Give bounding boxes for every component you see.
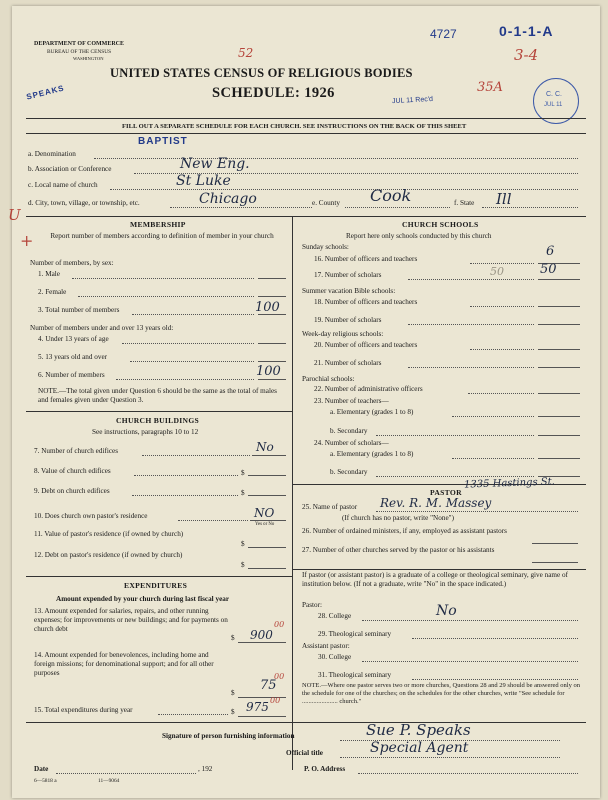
print-code: 11—9064	[98, 778, 120, 784]
q16-label: 16. Number of officers and teachers	[314, 255, 418, 263]
q13-dollar: $	[231, 634, 235, 642]
q14-dollar: $	[231, 689, 235, 697]
schools-title: CHURCH SCHOOLS	[402, 220, 479, 229]
official-title-label: Official title	[286, 749, 323, 757]
q6-value: 100	[256, 364, 281, 379]
membership-note: NOTE.—The total given under Question 6 should be the same as the total of males and females given under Question 3.	[38, 387, 277, 404]
weekday-label: Week-day religious schools:	[302, 330, 384, 338]
dept-name: DEPARTMENT OF COMMERCE	[34, 41, 125, 47]
q26-answer-line	[532, 543, 578, 544]
q10-leader	[178, 520, 248, 521]
rule-graduate	[292, 569, 586, 570]
q15-answer-line	[238, 716, 286, 717]
form-title: UNITED STATES CENSUS OF RELIGIOUS BODIES	[110, 66, 413, 80]
q1-label: 1. Male	[38, 270, 60, 278]
q19-label: 19. Number of scholars	[314, 316, 382, 324]
members-by-sex-label: Number of members, by sex:	[30, 259, 114, 267]
q16-value: 6	[546, 244, 555, 259]
pastor-note: NOTE.—Where one pastor serves two or more churches, Questions 28 and 29 should be answered only on the schedule for one of the churches; on the schedules for the other churches, write "See schedule for ...................... church."	[302, 682, 580, 705]
q21-leader	[408, 367, 534, 368]
pastor-address-note: 1335 Hastings St.	[463, 476, 556, 491]
q6-answer-line	[258, 379, 286, 380]
date-label: Date	[34, 765, 49, 773]
association-value: New Eng.	[180, 156, 250, 172]
official-title-value: Special Agent	[370, 740, 469, 756]
summer-label: Summer vacation Bible schools:	[302, 287, 396, 295]
q17-erased: 50	[490, 265, 504, 278]
census-schedule-sheet	[8, 6, 600, 798]
q25-line	[376, 511, 578, 512]
q5-answer-line	[258, 361, 286, 362]
q5-label: 5. 13 years old and over	[38, 353, 108, 361]
q13-answer-line	[238, 642, 286, 643]
received-date-stamp: JUL 11 Rec'd	[391, 95, 434, 106]
local-name-value: St Luke	[176, 173, 231, 189]
q27-answer-line	[532, 562, 578, 563]
q24a-answer-line	[538, 458, 580, 459]
rule-top2	[26, 133, 586, 134]
q11-answer-line	[248, 547, 286, 548]
q30-line	[362, 661, 578, 662]
bureau-city: WASHINGTON	[73, 56, 104, 61]
q11-dollar: $	[241, 540, 245, 548]
membership-intro: Report number of members according to definition of member in your church	[50, 232, 274, 240]
q14-label: 14. Amount expended for benevolences, including home and foreign missions; for denominational support; and for all other purposes	[34, 651, 214, 677]
q28-label: 28. College	[318, 612, 352, 620]
association-label: b. Association or Conference	[28, 165, 112, 173]
q10-label: 10. Does church own pastor's residence	[34, 512, 148, 520]
q25-label: 25. Name of pastor	[302, 503, 358, 511]
margin-cross: +	[20, 231, 34, 250]
classification-code: 0-1-1-A	[499, 23, 554, 39]
city-label: d. City, town, village, or township, etc.	[28, 199, 140, 207]
q13-label: 13. Amount expended for salaries, repairs, and other running expenses; for improvements or new buildings; and for payments on church debt	[34, 607, 228, 633]
q21-answer-line	[538, 367, 580, 368]
q10-value: NO	[254, 506, 275, 520]
q15-dollar: $	[231, 708, 235, 716]
denomination-stamp: BAPTIST	[138, 136, 188, 147]
official-title-line	[340, 757, 560, 758]
q18-leader	[470, 306, 534, 307]
pastor-sub-label: Pastor:	[302, 601, 322, 609]
q31-label: 31. Theological seminary	[318, 671, 392, 679]
q15-value: 975	[246, 700, 269, 714]
expenditures-title: EXPENDITURES	[124, 581, 188, 590]
q15-label: 15. Total expenditures during year	[34, 706, 133, 714]
buildings-sub: See instructions, paragraphs 10 to 12	[92, 428, 199, 436]
q10-hint: Yes or No	[255, 522, 275, 527]
cc-date: JUL 11	[544, 102, 563, 108]
q2-label: 2. Female	[38, 288, 67, 296]
q9-leader	[132, 495, 238, 496]
q17-label: 17. Number of scholars	[314, 271, 382, 279]
signature-value: Sue P. Speaks	[366, 721, 471, 739]
schedule-year: SCHEDULE: 1926	[212, 85, 335, 101]
q31-line	[412, 679, 578, 680]
bureau-name: BUREAU OF THE CENSUS	[47, 49, 112, 55]
q14-cents: 00	[274, 672, 285, 681]
q19-leader	[408, 324, 534, 325]
mark-52: 52	[238, 46, 254, 60]
q2-leader	[78, 296, 254, 297]
q20-leader	[470, 349, 534, 350]
q7-answer-line	[252, 455, 286, 456]
q23-label: 23. Number of teachers—	[314, 397, 389, 405]
graduate-note: If pastor (or assistant pastor) is a graduate of a college or theological seminary, give name of institution below. (If not a graduate, write "No" in the space indicated.)	[302, 571, 568, 588]
denomination-line	[94, 158, 578, 159]
county-value: Cook	[370, 186, 412, 205]
speaks-stamp: SPEAKS	[25, 83, 66, 102]
q8-label: 8. Value of church edifices	[34, 467, 111, 475]
county-line	[345, 207, 450, 208]
q22-answer-line	[538, 393, 580, 394]
q23b-label: b. Secondary	[330, 427, 368, 435]
q12-dollar: $	[241, 561, 245, 569]
form-number: 4727	[430, 27, 457, 41]
membership-title: MEMBERSHIP	[130, 220, 186, 229]
q23b-leader	[376, 435, 534, 436]
city-value: Chicago	[199, 191, 257, 207]
q3-leader	[132, 314, 254, 315]
q19-answer-line	[538, 324, 580, 325]
q7-label: 7. Number of church edifices	[34, 447, 119, 455]
margin-mark-u: U	[8, 206, 21, 224]
assistant-sub-label: Assistant pastor:	[302, 642, 350, 650]
rule-buildings	[26, 411, 292, 412]
q13-cents: 00	[274, 620, 285, 629]
q3-label: 3. Total number of members	[38, 306, 120, 314]
instruction-line: FILL OUT A SEPARATE SCHEDULE FOR EACH CHURCH. SEE INSTRUCTIONS ON THE BACK OF THIS SHEET	[122, 123, 467, 130]
q2-answer-line	[258, 296, 286, 297]
q29-line	[412, 638, 578, 639]
q9-answer-line	[248, 495, 286, 496]
parochial-label: Parochial schools:	[302, 375, 355, 383]
buildings-title: CHURCH BUILDINGS	[116, 416, 200, 425]
q26-label: 26. Number of ordained ministers, if any, employed as assistant pastors	[302, 527, 507, 535]
city-line	[170, 207, 312, 208]
county-label: e. County	[312, 199, 340, 207]
column-divider	[292, 216, 293, 770]
q4-answer-line	[258, 343, 286, 344]
q6-leader	[116, 379, 254, 380]
denomination-label: a. Denomination	[28, 150, 76, 158]
rule-expenditures	[26, 576, 292, 577]
state-value: Ill	[496, 190, 512, 208]
q20-label: 20. Number of officers and teachers	[314, 341, 418, 349]
q15-cents: 00	[270, 696, 281, 705]
pastor-title: PASTOR	[430, 488, 462, 497]
sunday-label: Sunday schools:	[302, 243, 349, 251]
q21-label: 21. Number of scholars	[314, 359, 382, 367]
q18-label: 18. Number of officers and teachers	[314, 298, 418, 306]
q25-value: Rev. R. M. Massey	[380, 496, 492, 510]
local-name-label: c. Local name of church	[28, 181, 98, 189]
members-by-age-label: Number of members under and over 13 years old:	[30, 324, 174, 332]
mark-35a: 35A	[477, 80, 503, 95]
q10-answer-line	[250, 520, 286, 521]
q13-value: 900	[250, 628, 273, 642]
q28-line	[362, 620, 578, 621]
date-year: , 192	[198, 765, 213, 773]
q22-label: 22. Number of administrative officers	[314, 385, 423, 393]
q23b-answer-line	[538, 435, 580, 436]
po-address-label: P. O. Address	[304, 765, 346, 773]
q14-value: 75	[260, 678, 277, 693]
q8-dollar: $	[241, 469, 245, 477]
q28-value: No	[436, 603, 457, 619]
q6-label: 6. Number of members	[38, 371, 105, 379]
q4-leader	[122, 343, 254, 344]
q24-label: 24. Number of scholars—	[314, 439, 389, 447]
rule-footer	[26, 722, 586, 723]
q9-label: 9. Debt on church edifices	[34, 487, 110, 495]
q25-hint: (If church has no pastor, write "None")	[342, 514, 454, 522]
q8-leader	[134, 475, 238, 476]
q24b-label: b. Secondary	[330, 468, 368, 476]
q8-answer-line	[248, 475, 286, 476]
rule-top	[26, 118, 586, 119]
q3-value: 100	[255, 300, 280, 315]
q7-leader	[142, 455, 250, 456]
q17-value: 50	[540, 262, 557, 277]
q24a-leader	[452, 458, 534, 459]
q1-answer-line	[258, 278, 286, 279]
q24b-leader	[376, 476, 534, 477]
state-label: f. State	[454, 199, 475, 207]
po-address-line	[358, 773, 578, 774]
q23a-answer-line	[538, 416, 580, 417]
mark-3-4: 3-4	[514, 46, 539, 64]
q20-answer-line	[538, 349, 580, 350]
rule-columns-top	[26, 216, 586, 217]
q22-leader	[468, 393, 534, 394]
q18-answer-line	[538, 306, 580, 307]
q5-leader	[130, 361, 254, 362]
q9-dollar: $	[241, 489, 245, 497]
q4-label: 4. Under 13 years of age	[38, 335, 109, 343]
date-line	[56, 773, 196, 774]
q17-leader	[408, 279, 534, 280]
q23a-label: a. Elementary (grades 1 to 8)	[330, 408, 414, 416]
q27-label: 27. Number of other churches served by the pastor or his assistants	[302, 546, 495, 554]
q1-leader	[72, 278, 254, 279]
expenditures-sub: Amount expended by your church during last fiscal year	[56, 595, 230, 603]
q17-answer-line	[538, 279, 580, 280]
q15-leader	[158, 714, 228, 715]
q12-label: 12. Debt on pastor's residence (if owned by church)	[34, 551, 183, 559]
q12-answer-line	[248, 568, 286, 569]
cc-label: C. C.	[546, 91, 562, 98]
form-code: 6—5818 a	[34, 778, 57, 784]
schools-sub: Report here only schools conducted by this church	[346, 232, 492, 240]
q16-leader	[470, 263, 534, 264]
q29-label: 29. Theological seminary	[318, 630, 392, 638]
q11-label: 11. Value of pastor's residence (if owned by church)	[34, 530, 184, 538]
q30-label: 30. College	[318, 653, 352, 661]
signature-label: Signature of person furnishing information	[162, 732, 295, 740]
q7-value: No	[256, 440, 274, 454]
q24a-label: a. Elementary (grades 1 to 8)	[330, 450, 414, 458]
q23a-leader	[452, 416, 534, 417]
